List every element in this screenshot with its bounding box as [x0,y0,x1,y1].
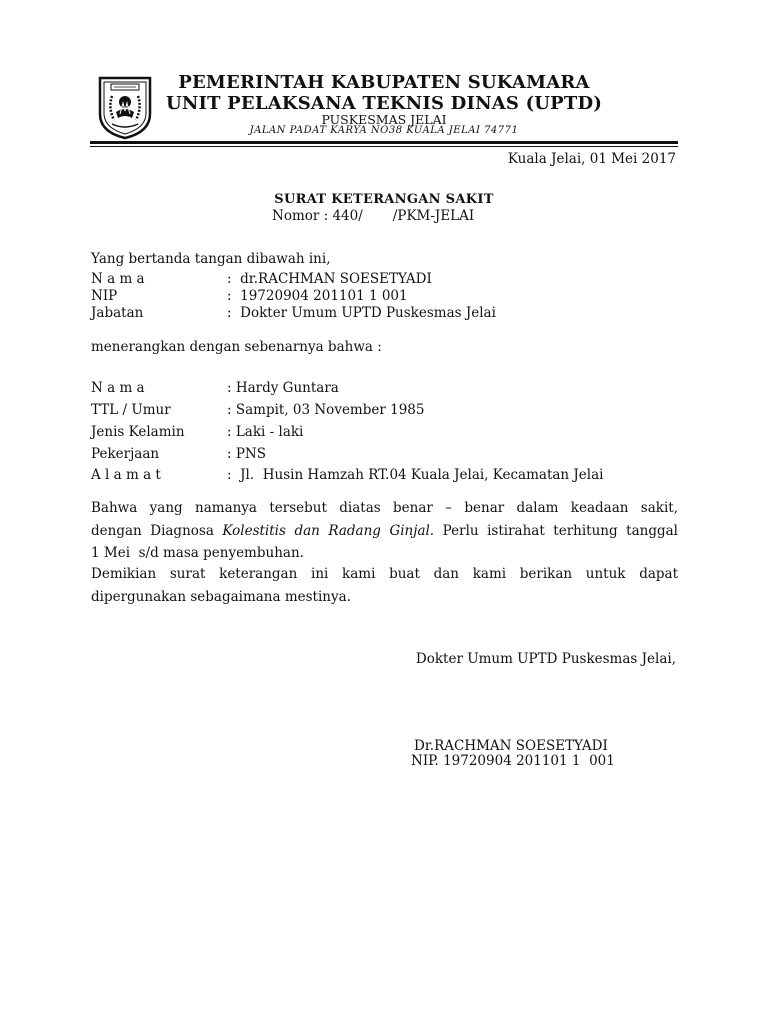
paragraph-line: 1 Mei s/d masa penyembuhan. [91,545,304,561]
paragraph-line: dipergunakan sebagaimana mestinya. [91,588,351,605]
field-value: : Dokter Umum UPTD Puskesmas Jelai [227,305,496,321]
field-value: : Jl. Husin Hamzah RT.04 Kuala Jelai, Kecamatan Jelai [227,467,604,483]
field-value: : dr.RACHMAN SOESETYADI [227,271,432,287]
signature-name: Dr.RACHMAN SOESETYADI [414,738,608,754]
header-address: JALAN PADAT KARYA NO38 KUALA JELAI 74771 [249,125,519,136]
paragraph-line: Bahwa yang namanya tersebut diatas benar – benar dalam keadaan sakit, [91,500,678,516]
diagnosis-text: Kolestitis dan Radang Ginjal. [222,522,435,539]
header-puskesmas-name: PUSKESMAS JELAI [321,112,447,127]
field-label: A l a m a t [91,467,161,483]
paragraph-text: Perlu istirahat terhitung tanggal [434,522,678,539]
regency-emblem-icon [94,74,156,140]
signature-nip: NIP. 19720904 201101 1 001 [411,753,615,769]
field-label: Jabatan [91,305,144,321]
field-label: TTL / Umur [91,402,171,418]
field-label: N a m a [91,271,145,287]
field-label: N a m a [91,380,145,396]
paragraph-line: Demikian surat keterangan ini kami buat dan kami berikan untuk dapat [91,566,678,582]
field-value: : 19720904 201101 1 001 [227,288,408,304]
header-unit-name: UNIT PELAKSANA TEKNIS DINAS (UPTD) [165,93,603,114]
letter-number: Nomor : 440/ /PKM-JELAI [272,208,475,224]
header-divider-thick [90,141,678,144]
field-value: : Sampit, 03 November 1985 [227,402,425,418]
field-value: : Laki - laki [227,424,304,440]
field-label: NIP [91,288,118,304]
field-label: Jenis Kelamin [91,424,185,440]
field-value: : PNS [227,446,266,462]
letter-title: SURAT KETERANGAN SAKIT [274,192,494,207]
diagnosis-paragraph [91,497,678,565]
header-government-name: PEMERINTAH KABUPATEN SUKAMARA [178,72,590,93]
letter-date: Kuala Jelai, 01 Mei 2017 [507,151,676,167]
paragraph-text: dengan Diagnosa [91,522,223,539]
field-value: : Hardy Guntara [227,380,339,396]
intro-text: Yang bertanda tangan dibawah ini, [91,251,331,267]
field-label: Pekerjaan [91,446,160,462]
statement-text: menerangkan dengan sebenarnya bahwa : [91,339,382,355]
closing-paragraph [91,563,678,608]
header-divider-thin [90,146,678,147]
paragraph-line [91,520,678,543]
signature-position: Dokter Umum UPTD Puskesmas Jelai, [415,651,676,667]
